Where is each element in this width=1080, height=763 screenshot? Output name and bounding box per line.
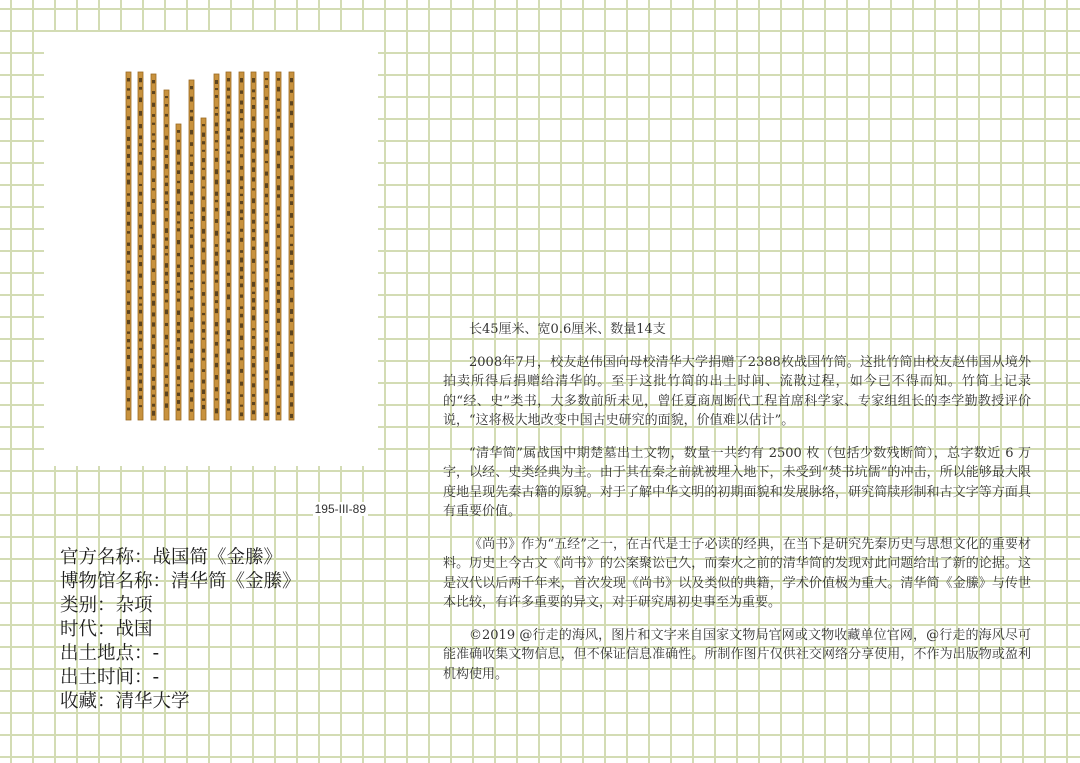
bamboo-slip — [226, 72, 231, 420]
paragraph-shangshu: 《尚书》作为“五经”之一，在古代是士子必读的经典，在当下是研究先秦历史与思想文化的重要材料。历史上今古文《尚书》的公案聚讼已久，而秦火之前的清华简的发现对此问题给出了新的论据。这是汉代以后两千年来，首次发现《尚书》以及类似的典籍，学术价值极为重大。清华简《金縢》与传世本比较，有许多重要的异文，对于研究周初史事至为重要。 — [443, 536, 1031, 610]
category: 类别：杂项 — [60, 595, 153, 616]
bamboo-slip — [126, 72, 131, 420]
dimensions-line: 长45厘米、宽0.6厘米、数量14支 — [469, 322, 666, 337]
bamboo-slip — [151, 74, 156, 420]
excavation-time: 出土时间：- — [60, 667, 160, 688]
bamboo-slip — [164, 90, 169, 420]
bamboo-slip — [276, 72, 281, 420]
bamboo-slips-photo — [44, 32, 378, 516]
description-text — [443, 320, 1031, 697]
bamboo-slip — [201, 118, 206, 420]
official-name: 官方名称：战国简《金縢》 — [60, 547, 283, 568]
bamboo-slip — [189, 80, 194, 420]
bamboo-slip — [138, 72, 143, 420]
collection: 收藏：清华大学 — [60, 691, 190, 712]
paragraph-overview: “清华简”属战国中期楚墓出土文物，数量一共约有 2500 枚（包括少数残断简），总字数近 6 万字，以经、史类经典为主。由于其在秦之前就被埋入地下，未受到“焚书坑儒”的冲击，所以能够最大限度地呈现先秦古籍的原貌。对于了解中华文明的初期面貌和发展脉络，研究简牍形制和古文字等方面具有重要价值。 — [443, 445, 1031, 519]
period: 时代：战国 — [60, 619, 153, 640]
catalog-number: 195-III-89 — [314, 502, 366, 516]
artifact-info — [60, 546, 301, 714]
bamboo-slips-illustration — [44, 32, 378, 466]
paragraph-history: 2008年7月，校友赵伟国向母校清华大学捐赠了2388枚战国竹简。这批竹简由校友赵伟国从境外拍卖所得后捐赠给清华的。至于这批竹简的出土时间、流散过程，如今已不得而知。竹简上记录的“经、史”类书，大多数前所未见，曾任夏商周断代工程首席科学家、专家组组长的李学勤教授评价说，“这将极大地改变中国古史研究的面貌，价值难以估计”。 — [443, 354, 1031, 428]
paragraph-copyright: ©2019 @行走的海风，图片和文字来自国家文物局官网或文物收藏单位官网，@行走的海风尽可能准确收集文物信息，但不保证信息准确性。所制作图片仅供社交网络分享使用，不作为出版物或盈利机构使用。 — [443, 627, 1031, 682]
bamboo-slip — [289, 72, 294, 420]
museum-name: 博物馆名称：清华简《金縢》 — [60, 571, 301, 592]
bamboo-slip — [176, 124, 181, 420]
bamboo-slip — [239, 72, 244, 420]
bamboo-slip — [264, 72, 269, 420]
excavation-site: 出土地点：- — [60, 643, 160, 664]
bamboo-slip — [214, 74, 219, 420]
bamboo-slip — [251, 72, 256, 420]
